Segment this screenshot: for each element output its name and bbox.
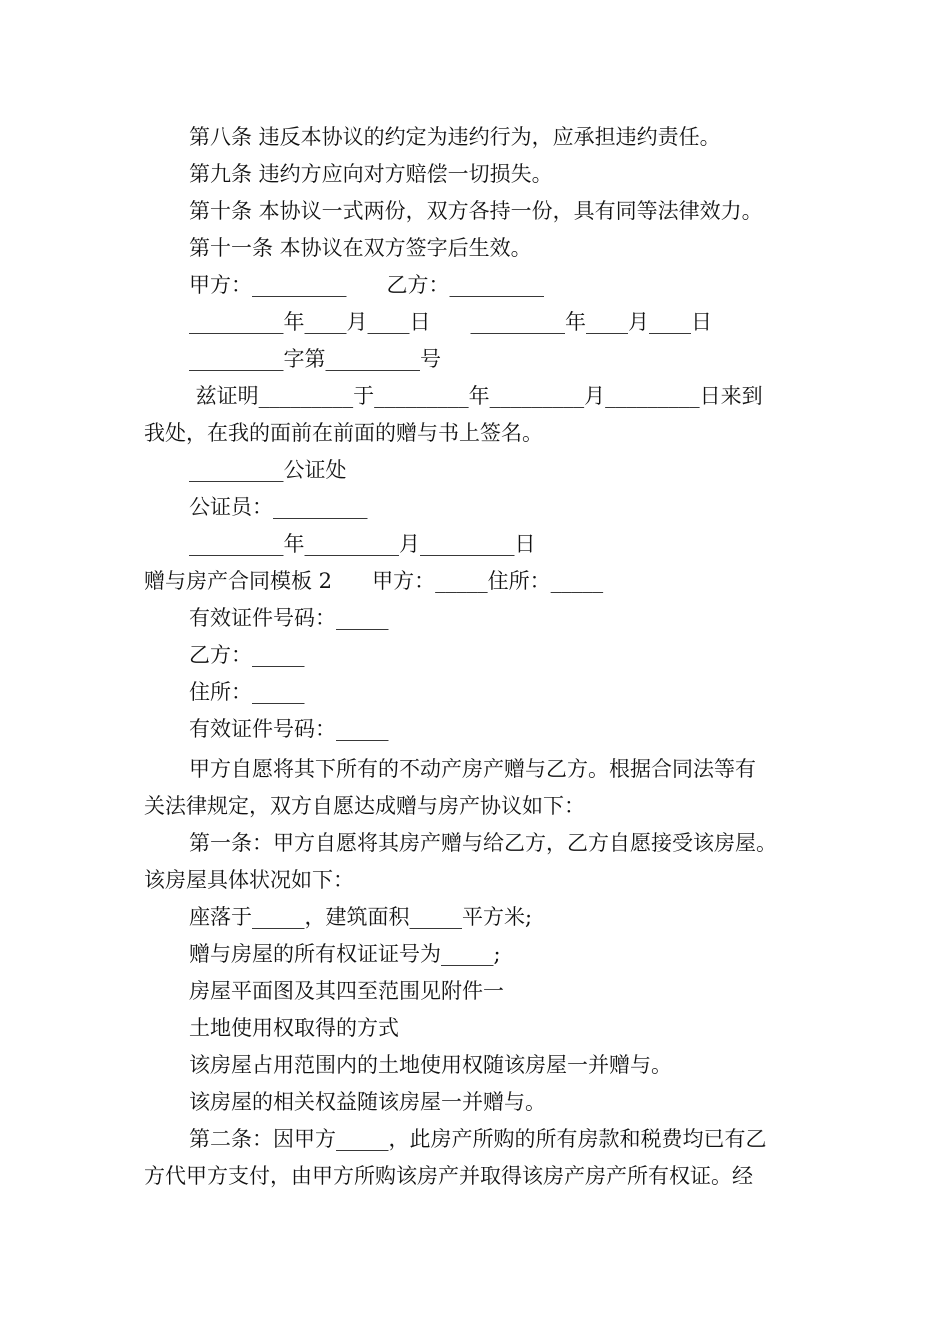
article-8: 第八条 违反本协议的约定为违约行为，应承担违约责任。 <box>189 125 721 149</box>
document-number-line: _________字第_________号 <box>189 347 441 371</box>
property-location: 座落于_____，建筑面积_____平方米; <box>189 905 533 929</box>
party-b-id-number: 有效证件号码：_____ <box>189 717 389 741</box>
party-signature-line: 甲方：_________ 乙方：_________ <box>189 273 545 297</box>
date-line: _________年____月____日 _________年____月____日 <box>189 310 713 334</box>
article-9: 第九条 违约方应向对方赔偿一切损失。 <box>189 162 553 186</box>
notary-statement: 兹证明_________于_________年_________月_________日来到 <box>189 384 763 408</box>
land-use-gift: 该房屋占用范围内的土地使用权随该房屋一并赠与。 <box>189 1053 672 1077</box>
notary-date: _________年_________月_________日 <box>189 532 536 556</box>
article-10: 第十条 本协议一式两份，双方各持一份，具有同等法律效力。 <box>189 199 763 223</box>
land-use-method: 土地使用权取得的方式 <box>189 1016 399 1040</box>
template-2-heading: 赠与房产合同模板 2 甲方：_____住所：_____ <box>144 569 604 593</box>
party-b-address: 住所：_____ <box>189 680 305 704</box>
article-2: 第二条：因甲方_____，此房产所购的所有房款和税费均已有乙 <box>189 1127 767 1151</box>
article-1: 第一条：甲方自愿将其房产赠与给乙方，乙方自愿接受该房屋。 <box>189 831 777 855</box>
notary-statement-cont: 我处，在我的面前在前面的赠与书上签名。 <box>144 421 543 445</box>
preamble-cont: 关法律规定，双方自愿达成赠与房产协议如下： <box>144 794 585 818</box>
floor-plan-note: 房屋平面图及其四至范围见附件一 <box>189 979 504 1003</box>
preamble: 甲方自愿将其下所有的不动产房产赠与乙方。根据合同法等有 <box>189 757 756 781</box>
party-b: 乙方：_____ <box>189 643 305 667</box>
party-a-id-number: 有效证件号码：_____ <box>189 606 389 630</box>
article-1-cont: 该房屋具体状况如下： <box>144 868 354 892</box>
ownership-certificate: 赠与房屋的所有权证证号为_____; <box>189 942 501 966</box>
article-11: 第十一条 本协议在双方签字后生效。 <box>189 236 532 260</box>
article-2-cont: 方代甲方支付，由甲方所购该房产并取得该房产房产所有权证。经 <box>144 1164 753 1188</box>
notary-office: _________公证处 <box>189 458 347 482</box>
related-rights-gift: 该房屋的相关权益随该房屋一并赠与。 <box>189 1090 546 1114</box>
notary-officer: 公证员：_________ <box>189 495 368 519</box>
